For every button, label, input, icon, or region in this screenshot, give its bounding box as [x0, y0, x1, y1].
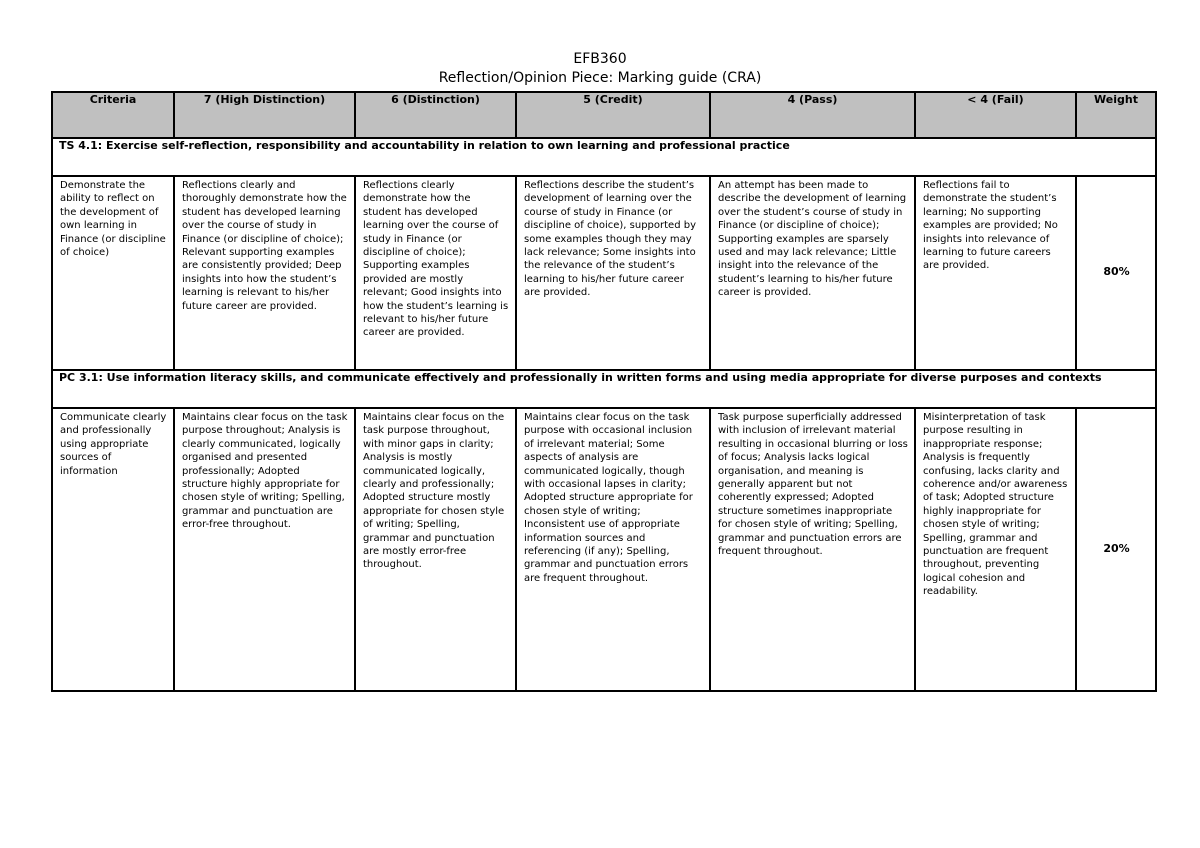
- section-heading-ts41: TS 4.1: Exercise self-reflection, responsibility and accountability in relation to own learning and professional practice: [52, 138, 1156, 176]
- pass-cell: Task purpose superficially addressed with inclusion of irrelevant material resulting in occasional blurring or loss of focus; Analysis lacks logical organisation, and meaning is generally apparent but not coherently expressed; Adopted structure sometimes inappropriate for chosen style of writing; Spelling, grammar and punctuation errors are frequent throughout.: [710, 408, 915, 691]
- column-header-high-distinction: 7 (High Distinction): [174, 92, 355, 138]
- distinction-cell: Maintains clear focus on the task purpose throughout, with minor gaps in clarity; Analysis is mostly communicated logically, clearly and professionally; Adopted structure mostly appropriate for chosen style of writing; Spelling, grammar and punctuation are mostly error-free throughout.: [355, 408, 516, 691]
- document-header: [0, 50, 1200, 88]
- section-heading-pc31: PC 3.1: Use information literacy skills, and communicate effectively and professionally in written forms and using media appropriate for diverse purposes and contexts: [52, 370, 1156, 408]
- criteria-cell: Demonstrate the ability to reflect on the development of own learning in Finance (or discipline of choice): [52, 176, 174, 370]
- column-header-pass: 4 (Pass): [710, 92, 915, 138]
- weight-cell: 20%: [1076, 408, 1156, 691]
- table-row: [52, 408, 1156, 691]
- table-header-row: [52, 92, 1156, 138]
- criteria-cell: Communicate clearly and professionally using appropriate sources of information: [52, 408, 174, 691]
- marking-guide-table: [51, 91, 1157, 692]
- pass-cell: An attempt has been made to describe the development of learning over the student’s course of study in Finance (or discipline of choice); Supporting examples are sparsely used and may lack relevance; Little insight into the relevance of the student’s learning to his/her future career is provided.: [710, 176, 915, 370]
- high-distinction-cell: Maintains clear focus on the task purpose throughout; Analysis is clearly communicated, logically organised and presented professionally; Adopted structure highly appropriate for chosen style of writing; Spelling, grammar and punctuation are error-free throughout.: [174, 408, 355, 691]
- fail-cell: Reflections fail to demonstrate the student’s learning; No supporting examples are provided; No insights into relevance of learning to future careers are provided.: [915, 176, 1076, 370]
- credit-cell: Maintains clear focus on the task purpose with occasional inclusion of irrelevant material; Some aspects of analysis are communicated logically, though with occasional lapses in clarity; Adopted structure appropriate for chosen style of writing; Inconsistent use of appropriate information sources and referencing (if any); Spelling, grammar and punctuation errors are frequent throughout.: [516, 408, 710, 691]
- document-subtitle: Reflection/Opinion Piece: Marking guide (CRA): [438, 70, 762, 86]
- column-header-criteria: Criteria: [52, 92, 174, 138]
- fail-cell: Misinterpretation of task purpose resulting in inappropriate response; Analysis is frequently confusing, lacks clarity and coherence and/or awareness of task; Adopted structure highly inappropriate for chosen style of writing; Spelling, grammar and punctuation are frequent throughout, preventing logical cohesion and readability.: [915, 408, 1076, 691]
- table-row: [52, 176, 1156, 370]
- distinction-cell: Reflections clearly demonstrate how the student has developed learning over the course of study in Finance (or discipline of choice); Supporting examples provided are mostly relevant; Good insights into how the student’s learning is relevant to his/her future career are provided.: [355, 176, 516, 370]
- column-header-weight: Weight: [1076, 92, 1156, 138]
- section-heading-row: [52, 370, 1156, 408]
- column-header-credit: 5 (Credit): [516, 92, 710, 138]
- document-title: EFB360: [573, 51, 627, 67]
- section-heading-row: [52, 138, 1156, 176]
- high-distinction-cell: Reflections clearly and thoroughly demonstrate how the student has developed learning over the course of study in Finance (or discipline of choice); Relevant supporting examples are consistently provided; Deep insights into how the student’s learning is relevant to his/her future career are provided.: [174, 176, 355, 370]
- credit-cell: Reflections describe the student’s development of learning over the course of study in Finance (or discipline of choice), supported by some examples though they may lack relevance; Some insights into the relevance of the student’s learning to his/her future career are provided.: [516, 176, 710, 370]
- weight-cell: 80%: [1076, 176, 1156, 370]
- column-header-fail: < 4 (Fail): [915, 92, 1076, 138]
- column-header-distinction: 6 (Distinction): [355, 92, 516, 138]
